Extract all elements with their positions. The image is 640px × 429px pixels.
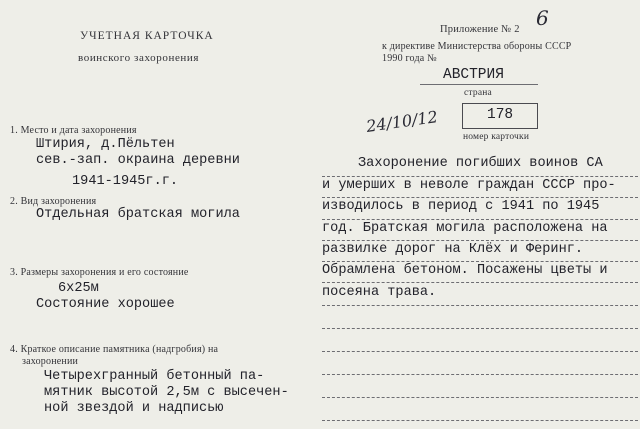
handwritten-appendix-mark: 6 <box>536 6 549 30</box>
notes-line-7: посеяна трава. <box>322 285 437 300</box>
card-number: 178 <box>487 107 514 123</box>
ruled-line <box>322 282 638 283</box>
section-3-line-1: 6х25м <box>58 281 99 296</box>
section-4-label: 4. Краткое описание памятника (надгробия) на <box>10 344 219 355</box>
ruled-line <box>322 219 638 220</box>
country-caption: страна <box>464 88 492 98</box>
notes-line-5: развилке дорог на Клёх и Феринг. <box>322 242 584 257</box>
section-3-label: 3. Размеры захоронения и его состояние <box>10 267 189 278</box>
card-number-box <box>462 103 538 129</box>
appendix-label: Приложение № 2 <box>440 24 520 35</box>
section-2-line-1: Отдельная братская могила <box>36 207 240 222</box>
card-number-caption: номер карточки <box>463 132 530 142</box>
ruled-line <box>322 240 638 241</box>
notes-line-4: год. Братская могила расположена на <box>322 221 608 236</box>
section-1-line-3: 1941-1945г.г. <box>72 174 179 189</box>
ruled-line <box>322 197 638 198</box>
notes-line-2: и умерших в неволе граждан СССР про- <box>322 178 616 193</box>
ruled-line <box>322 420 638 421</box>
section-1-label: 1. Место и дата захоронения <box>10 125 137 136</box>
section-1-line-2: сев.-зап. окраина деревни <box>36 153 240 168</box>
directive-line: к директиве Министерства обороны СССР <box>382 41 572 52</box>
section-4-line-3: ной звездой и надписью <box>44 401 224 416</box>
ruled-line <box>322 397 638 398</box>
ruled-line <box>322 351 638 352</box>
section-4-line-2: мятник высотой 2,5м с высечен- <box>44 385 289 400</box>
notes-line-3: изводилось в период с 1941 по 1945 <box>322 199 600 214</box>
ruled-line <box>322 261 638 262</box>
card-subtitle: воинского захоронения <box>78 52 200 64</box>
ruled-line <box>322 176 638 177</box>
directive-year: 1990 года № <box>382 53 437 64</box>
section-4-line-1: Четырехгранный бетонный па- <box>44 369 265 384</box>
ruled-line <box>322 374 638 375</box>
section-4-label-2: захоронении <box>22 356 79 367</box>
section-3-line-2: Состояние хорошее <box>36 297 175 312</box>
card-title: УЧЕТНАЯ КАРТОЧКА <box>80 30 214 42</box>
section-2-label: 2. Вид захоронения <box>10 196 97 207</box>
country-underline <box>420 84 538 85</box>
ruled-line <box>322 305 638 306</box>
country-value: АВСТРИЯ <box>443 67 504 83</box>
section-1-line-1: Штирия, д.Пёльтен <box>36 137 175 152</box>
notes-line-1: Захоронение погибших воинов СА <box>358 156 603 171</box>
ruled-line <box>322 328 638 329</box>
handwritten-card-code: 24/10/12 <box>365 107 439 136</box>
notes-line-6: Обрамлена бетоном. Посажены цветы и <box>322 263 608 278</box>
